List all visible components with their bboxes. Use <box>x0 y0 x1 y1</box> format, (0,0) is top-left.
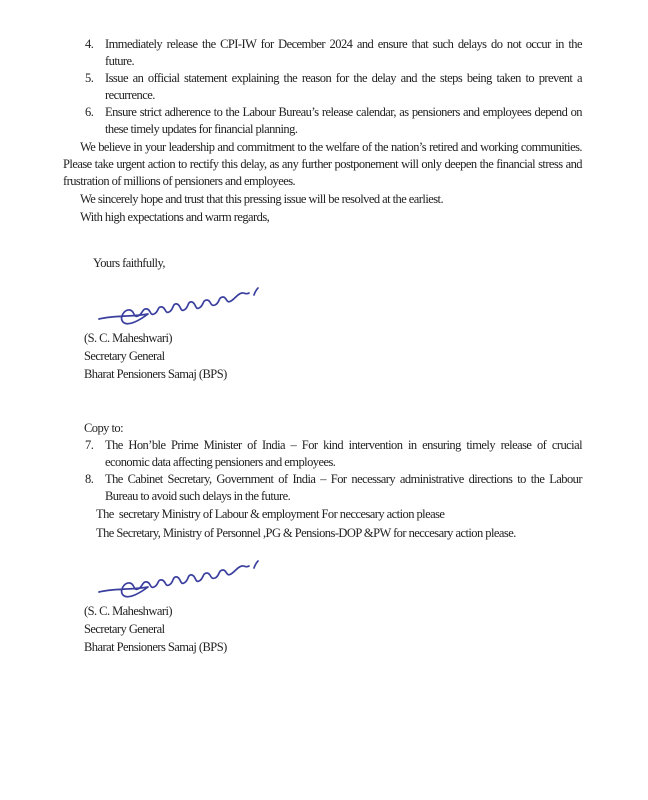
signatory-organization: Bharat Pensioners Samaj (BPS) <box>84 640 227 654</box>
paragraph-belief: We believe in your leadership and commitment to the welfare of the nation’s retired and working communities. Please take urgent action to rectify this delay, as any further postponement will only deepen the financial stress and frustration of millions of pensioners and employees. <box>63 140 582 188</box>
signature-scribble-icon <box>96 285 264 331</box>
handwritten-signature <box>96 285 582 329</box>
paragraph-regards: With high expectations and warm regards, <box>80 210 270 224</box>
signatory-name: (S. C. Maheshwari) <box>84 331 173 345</box>
demand-list <box>63 36 582 138</box>
item-text: Ensure strict adherence to the Labour Bureau’s release calendar, as pensioners and employees depend on these timely updates for financial planning. <box>105 105 582 136</box>
copy-to-heading: Copy to: <box>84 421 124 435</box>
item-number: 7. <box>85 438 94 452</box>
item-number: 8. <box>85 472 94 486</box>
list-item <box>63 437 582 471</box>
copy-extra-line-labour: The secretary Ministry of Labour & employment For neccesary action please <box>96 507 445 521</box>
signatory-title: Secretary General <box>84 622 165 636</box>
item-number: 6. <box>85 105 94 119</box>
list-item <box>63 36 582 70</box>
copy-extra-line-personnel: The Secretary, Ministry of Personnel ,PG & Pensions-DOP &PW for neccesary action please. <box>96 525 516 540</box>
list-item <box>63 70 582 104</box>
copy-list <box>63 437 582 505</box>
item-text: Issue an official statement explaining the reason for the delay and the steps being taken to prevent a recurrence. <box>105 71 582 102</box>
list-item <box>63 471 582 505</box>
signatory-block <box>84 329 582 383</box>
item-number: 4. <box>85 37 94 51</box>
paragraph-hope: We sincerely hope and trust that this pressing issue will be resolved at the earliest. <box>80 192 444 206</box>
list-item <box>63 104 582 138</box>
item-text: The Cabinet Secretary, Government of India – For necessary administrative directions to the Labour Bureau to avoid such delays in the future. <box>105 472 582 503</box>
signatory-title: Secretary General <box>84 349 165 363</box>
signatory-name: (S. C. Maheshwari) <box>84 604 173 618</box>
item-text: Immediately release the CPI-IW for December 2024 and ensure that such delays do not occur in the future. <box>105 37 582 68</box>
item-text: The Hon’ble Prime Minister of India – For kind intervention in ensuring timely release of crucial economic data affecting pensioners and employees. <box>105 438 582 469</box>
handwritten-signature <box>96 558 582 602</box>
closing-salutation: Yours faithfully, <box>93 256 165 270</box>
signature-scribble-icon <box>96 558 264 604</box>
signatory-block <box>84 602 582 656</box>
signatory-organization: Bharat Pensioners Samaj (BPS) <box>84 367 227 381</box>
item-number: 5. <box>85 71 94 85</box>
